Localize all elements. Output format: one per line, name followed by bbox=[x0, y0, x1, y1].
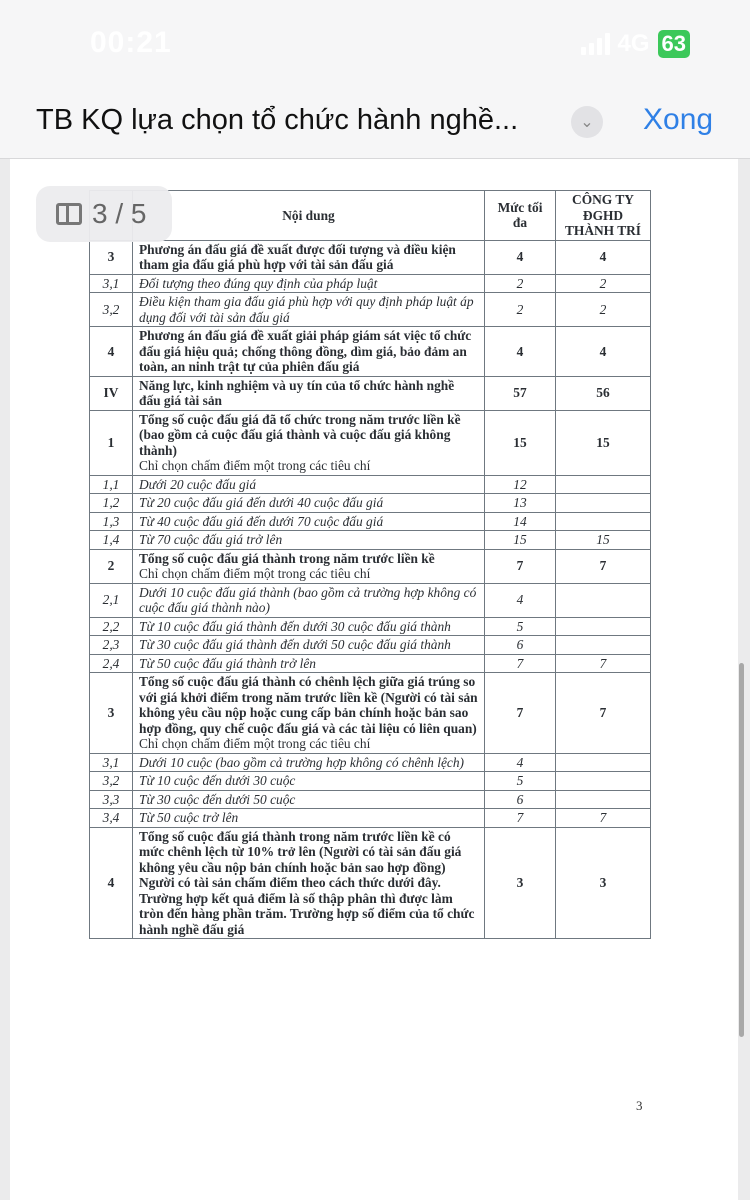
row-company-score bbox=[556, 240, 651, 274]
row-max-score bbox=[485, 654, 556, 673]
header-max: Mức tối đa bbox=[485, 191, 556, 241]
row-max-score-text: 12 bbox=[513, 476, 527, 492]
table-row bbox=[90, 809, 651, 828]
row-content-text: Từ 30 cuộc đấu giá thành đến dưới 50 cuộc đấu giá thành bbox=[139, 637, 451, 652]
row-max-score bbox=[485, 827, 556, 939]
row-company-score-text: 7 bbox=[599, 810, 607, 825]
row-content bbox=[133, 274, 485, 293]
row-company-score-text: 2 bbox=[599, 301, 607, 317]
row-max-score bbox=[485, 772, 556, 791]
row-content bbox=[133, 809, 485, 828]
row-max-score-text: 2 bbox=[516, 301, 524, 317]
row-max-score-text: 6 bbox=[516, 637, 524, 652]
battery-icon: 63 bbox=[658, 30, 690, 58]
row-content-text: Từ 70 cuộc đấu giá trở lên bbox=[139, 532, 283, 547]
row-max-score-text: 2 bbox=[516, 275, 524, 291]
table-row bbox=[90, 494, 651, 513]
row-number-text: 2,4 bbox=[102, 655, 120, 671]
row-number-text: 3,3 bbox=[102, 791, 120, 807]
row-company-score bbox=[556, 410, 651, 475]
row-content bbox=[133, 531, 485, 550]
row-number-text: 1,4 bbox=[102, 532, 120, 547]
table-row bbox=[90, 376, 651, 410]
title-menu-button[interactable] bbox=[571, 106, 603, 138]
row-number bbox=[90, 549, 133, 583]
row-content bbox=[133, 475, 485, 494]
row-company-score bbox=[556, 293, 651, 327]
row-company-score-text: 3 bbox=[599, 875, 607, 890]
row-company-score-text: 7 bbox=[599, 558, 607, 574]
row-number-text: 2,3 bbox=[102, 637, 120, 652]
table-row bbox=[90, 410, 651, 475]
row-max-score bbox=[485, 531, 556, 550]
row-max-score-text: 4 bbox=[516, 249, 524, 265]
row-number-text: 3 bbox=[107, 249, 115, 265]
row-max-score bbox=[485, 549, 556, 583]
row-number bbox=[90, 376, 133, 410]
row-content bbox=[133, 549, 485, 583]
row-number bbox=[90, 494, 133, 513]
row-number bbox=[90, 531, 133, 550]
row-company-score-text: 7 bbox=[599, 705, 607, 720]
table-row bbox=[90, 274, 651, 293]
document-nav-bar bbox=[0, 88, 750, 159]
scrollbar[interactable] bbox=[739, 663, 744, 1037]
page-counter-text: 3 / 5 bbox=[92, 198, 147, 229]
row-max-score-text: 14 bbox=[513, 513, 527, 529]
table-row bbox=[90, 772, 651, 791]
row-number bbox=[90, 512, 133, 531]
row-number bbox=[90, 753, 133, 772]
row-note: Chỉ chọn chấm điểm một trong các tiêu chí bbox=[139, 458, 371, 473]
status-indicators bbox=[581, 30, 691, 58]
table-row bbox=[90, 673, 651, 754]
row-content bbox=[133, 583, 485, 617]
row-company-score bbox=[556, 274, 651, 293]
row-number-text: 2 bbox=[107, 558, 115, 574]
document-title[interactable]: TB KQ lựa chọn tổ chức hành nghề... bbox=[36, 104, 519, 136]
row-number bbox=[90, 654, 133, 673]
row-company-score bbox=[556, 790, 651, 809]
row-max-score bbox=[485, 790, 556, 809]
row-content-text: Dưới 10 cuộc đấu giá thành (bao gồm cả trường hợp không có cuộc đấu giá thành nào) bbox=[139, 584, 477, 615]
row-content bbox=[133, 240, 485, 274]
done-button[interactable]: Xong bbox=[643, 103, 714, 136]
row-note: Chỉ chọn chấm điểm một trong các tiêu chí bbox=[139, 736, 371, 751]
row-content bbox=[133, 293, 485, 327]
row-company-score-text: 2 bbox=[599, 275, 607, 291]
row-content-text: Tổng số cuộc đấu giá đã tổ chức trong năm trước liền kề (bao gồm cả cuộc đấu giá thành và cuộc đấu giá không thành) bbox=[139, 411, 461, 458]
row-content bbox=[133, 410, 485, 475]
sidebar-icon bbox=[56, 203, 82, 225]
row-company-score bbox=[556, 753, 651, 772]
row-content-text: Năng lực, kinh nghiệm và uy tín của tổ chức hành nghề đấu giá tài sản bbox=[139, 377, 455, 408]
row-max-score-text: 4 bbox=[516, 343, 524, 359]
row-content bbox=[133, 327, 485, 377]
row-max-score bbox=[485, 617, 556, 636]
row-company-score bbox=[556, 654, 651, 673]
row-max-score bbox=[485, 494, 556, 513]
status-bar bbox=[0, 0, 750, 88]
row-number bbox=[90, 827, 133, 939]
row-content bbox=[133, 790, 485, 809]
row-max-score-text: 7 bbox=[516, 810, 524, 825]
row-max-score bbox=[485, 240, 556, 274]
page-number: 3 bbox=[636, 1098, 643, 1113]
header-company: CÔNG TY ĐGHD THÀNH TRÍ bbox=[556, 191, 651, 241]
table-row bbox=[90, 636, 651, 655]
row-content-text: Phương án đấu giá đề xuất giải pháp giám sát việc tổ chức đấu giá hiệu quả; chống thông đồng, dìm giá, bảo đảm an toàn, an ninh trật tự của phiên đấu giá bbox=[139, 328, 472, 374]
table-row bbox=[90, 549, 651, 583]
row-max-score bbox=[485, 636, 556, 655]
row-max-score-text: 4 bbox=[516, 754, 524, 770]
row-number bbox=[90, 809, 133, 828]
row-max-score-text: 7 bbox=[516, 655, 524, 671]
row-max-score bbox=[485, 673, 556, 754]
row-content-text: Từ 40 cuộc đấu giá đến dưới 70 cuộc đấu giá bbox=[139, 513, 384, 529]
row-company-score-text: 7 bbox=[599, 655, 607, 671]
row-number bbox=[90, 772, 133, 791]
row-number-text: 3 bbox=[107, 705, 115, 720]
row-number bbox=[90, 636, 133, 655]
table-row bbox=[90, 531, 651, 550]
row-number-text: 2,2 bbox=[102, 618, 120, 634]
row-number bbox=[90, 327, 133, 377]
row-company-score bbox=[556, 475, 651, 494]
row-number-text: 3,1 bbox=[102, 754, 120, 770]
row-number-text: 3,4 bbox=[102, 810, 120, 825]
row-content bbox=[133, 673, 485, 754]
row-content-text: Từ 30 cuộc đến dưới 50 cuộc bbox=[139, 791, 296, 807]
row-content-text: Từ 50 cuộc đấu giá thành trở lên bbox=[139, 655, 316, 671]
row-number-text: IV bbox=[103, 385, 119, 401]
row-number bbox=[90, 583, 133, 617]
row-max-score bbox=[485, 475, 556, 494]
network-type: 4G bbox=[617, 30, 650, 57]
row-content-text: Từ 20 cuộc đấu giá đến dưới 40 cuộc đấu giá bbox=[139, 495, 384, 510]
row-company-score bbox=[556, 636, 651, 655]
row-number-text: 3,1 bbox=[102, 275, 120, 291]
row-company-score bbox=[556, 827, 651, 939]
row-max-score-text: 15 bbox=[513, 532, 527, 547]
row-company-score bbox=[556, 617, 651, 636]
row-content-text: Từ 50 cuộc trở lên bbox=[139, 810, 239, 825]
status-time: 00:21 bbox=[90, 26, 172, 59]
row-content bbox=[133, 772, 485, 791]
row-company-score bbox=[556, 376, 651, 410]
table-body bbox=[90, 240, 651, 939]
row-max-score-text: 3 bbox=[516, 875, 524, 890]
row-company-score-text: 4 bbox=[599, 343, 607, 359]
row-max-score bbox=[485, 327, 556, 377]
row-number bbox=[90, 293, 133, 327]
table-row bbox=[90, 753, 651, 772]
row-number-text: 3,2 bbox=[102, 301, 120, 317]
row-max-score bbox=[485, 274, 556, 293]
row-max-score-text: 57 bbox=[513, 385, 527, 401]
table-row bbox=[90, 790, 651, 809]
row-max-score-text: 7 bbox=[516, 705, 524, 720]
row-content-text: Tổng số cuộc đấu giá thành có chênh lệch giữa giá trúng so với giá khởi điểm trong năm trước liền kề (Người có tài sản không yêu cầu nộp hoặc cung cấp bản chính hoặc bản sao hợp đồng, quy chế cuộc đấu giá và các tài liệu có liên quan) bbox=[139, 674, 478, 736]
row-company-score-text: 15 bbox=[596, 532, 610, 547]
row-number bbox=[90, 790, 133, 809]
row-max-score bbox=[485, 753, 556, 772]
table-row bbox=[90, 654, 651, 673]
row-company-score bbox=[556, 327, 651, 377]
row-number bbox=[90, 673, 133, 754]
row-number-text: 3,2 bbox=[102, 773, 120, 788]
row-max-score-text: 13 bbox=[513, 495, 527, 510]
row-company-score bbox=[556, 494, 651, 513]
table-row bbox=[90, 617, 651, 636]
header-content: Nội dung bbox=[133, 191, 485, 241]
table-row bbox=[90, 240, 651, 274]
row-max-score bbox=[485, 376, 556, 410]
row-number bbox=[90, 410, 133, 475]
row-max-score-text: 5 bbox=[516, 618, 524, 634]
row-max-score-text: 6 bbox=[516, 791, 524, 807]
row-company-score bbox=[556, 673, 651, 754]
row-max-score-text: 4 bbox=[516, 592, 524, 608]
row-content-text: Điều kiện tham gia đấu giá phù hợp với quy định pháp luật áp dụng đối với tài sản đấu giá bbox=[139, 294, 474, 325]
row-company-score-text: 4 bbox=[599, 249, 607, 265]
row-content bbox=[133, 512, 485, 531]
row-content bbox=[133, 827, 485, 939]
table-header-row bbox=[90, 191, 651, 241]
row-content bbox=[133, 636, 485, 655]
row-content-text: Đối tượng theo đúng quy định của pháp luật bbox=[139, 275, 378, 291]
signal-icon bbox=[581, 33, 610, 55]
row-company-score-text: 15 bbox=[596, 434, 610, 450]
row-company-score bbox=[556, 549, 651, 583]
scoring-table bbox=[89, 190, 651, 939]
row-company-score bbox=[556, 531, 651, 550]
row-max-score bbox=[485, 512, 556, 531]
row-number-text: 4 bbox=[107, 875, 115, 890]
row-company-score bbox=[556, 583, 651, 617]
table-row bbox=[90, 327, 651, 377]
row-number bbox=[90, 240, 133, 274]
row-company-score bbox=[556, 772, 651, 791]
row-content bbox=[133, 617, 485, 636]
table-row bbox=[90, 293, 651, 327]
row-number-text: 4 bbox=[107, 343, 115, 359]
row-max-score bbox=[485, 293, 556, 327]
row-content bbox=[133, 753, 485, 772]
table-row bbox=[90, 583, 651, 617]
row-number bbox=[90, 617, 133, 636]
row-number bbox=[90, 274, 133, 293]
row-content-text: Tổng số cuộc đấu giá thành trong năm trước liền kề bbox=[139, 550, 435, 566]
row-number-text: 1 bbox=[107, 434, 115, 450]
row-content bbox=[133, 654, 485, 673]
row-content-text: Phương án đấu giá đề xuất được đối tượng và điều kiện tham gia đấu giá phù hợp với tài sản đấu giá bbox=[139, 241, 456, 272]
row-company-score bbox=[556, 512, 651, 531]
row-max-score-text: 15 bbox=[513, 434, 527, 450]
chevron-down-icon: ⌄ bbox=[580, 114, 594, 131]
row-company-score bbox=[556, 809, 651, 828]
row-number bbox=[90, 475, 133, 494]
row-max-score bbox=[485, 583, 556, 617]
row-number-text: 2,1 bbox=[102, 592, 120, 608]
row-number-text: 1,3 bbox=[102, 513, 120, 529]
page-counter[interactable] bbox=[36, 186, 172, 242]
row-max-score-text: 5 bbox=[516, 773, 524, 788]
row-content-text: Từ 10 cuộc đến dưới 30 cuộc bbox=[139, 773, 296, 788]
row-content-text: Dưới 20 cuộc đấu giá bbox=[139, 476, 257, 492]
row-max-score bbox=[485, 410, 556, 475]
table-row bbox=[90, 475, 651, 494]
row-content-text: Tổng số cuộc đấu giá thành trong năm trước liền kề có mức chênh lệch từ 10% trở lên (Người có tài sản đấu giá không yêu cầu nộp bản chính hoặc bản sao hợp đồng) Người có tài sản chấm điểm theo cách thức dưới đây. Trường hợp kết quả điểm là số thập phân thì được làm tròn đến hàng phần trăm. Trường hợp số điểm của tổ chức hành nghề đấu giá bbox=[139, 828, 475, 937]
row-company-score-text: 56 bbox=[596, 385, 610, 401]
row-number-text: 1,1 bbox=[102, 476, 120, 492]
row-note: Chỉ chọn chấm điểm một trong các tiêu chí bbox=[139, 566, 371, 581]
row-number-text: 1,2 bbox=[102, 495, 120, 510]
table-row bbox=[90, 827, 651, 939]
row-content bbox=[133, 376, 485, 410]
row-content-text: Từ 10 cuộc đấu giá thành đến dưới 30 cuộc đấu giá thành bbox=[139, 618, 451, 634]
row-content-text: Dưới 10 cuộc (bao gồm cả trường hợp không có chênh lệch) bbox=[139, 754, 464, 770]
table-row bbox=[90, 512, 651, 531]
row-max-score bbox=[485, 809, 556, 828]
row-content bbox=[133, 494, 485, 513]
row-max-score-text: 7 bbox=[516, 558, 524, 574]
